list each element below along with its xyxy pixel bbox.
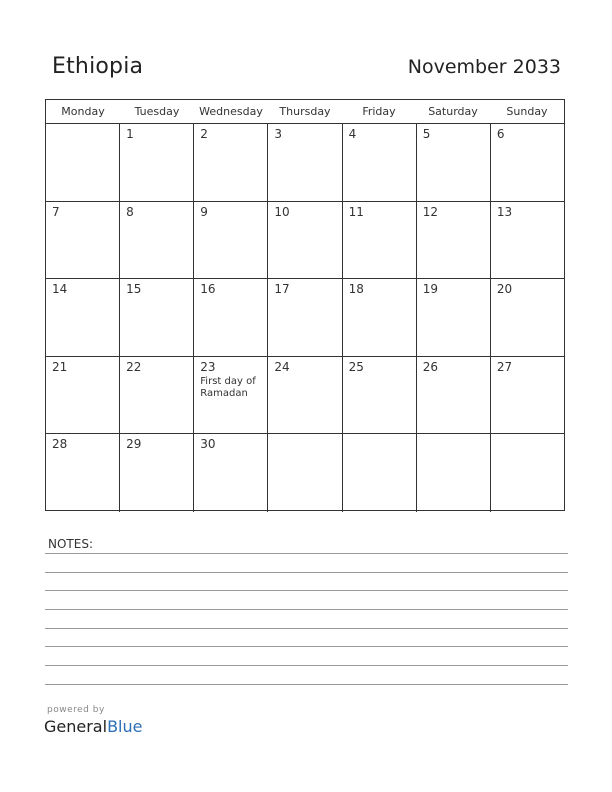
day-number: 6 (496, 127, 505, 141)
powered-by-text: powered by (47, 705, 105, 715)
day-number: 8 (126, 204, 134, 219)
day-cell (194, 357, 268, 434)
day-cell (120, 434, 194, 512)
week-row (46, 124, 564, 202)
day-cell (46, 279, 120, 356)
weekday-header: Friday (362, 105, 396, 118)
day-cell (120, 279, 194, 356)
day-cell (343, 434, 417, 512)
weekday-header: Saturday (428, 105, 478, 118)
day-number: 20 (496, 282, 513, 297)
day-cell (268, 279, 342, 356)
day-cell (268, 202, 342, 279)
day-cell (194, 434, 268, 512)
day-cell (268, 434, 342, 512)
day-cell (417, 279, 491, 356)
day-cell (491, 202, 564, 279)
day-number: 24 (274, 359, 290, 374)
day-number: 28 (52, 437, 68, 452)
week-row (46, 202, 564, 280)
day-cell (417, 124, 491, 201)
day-number: 9 (200, 204, 208, 219)
month-year-title: November 2033 (407, 56, 561, 78)
day-cell (120, 124, 194, 201)
day-number: 23 (200, 359, 216, 374)
day-cell (343, 124, 417, 201)
note-line (45, 590, 568, 591)
day-cell (343, 202, 417, 279)
day-cell (120, 202, 194, 279)
day-number: 15 (126, 282, 142, 297)
notes-label: NOTES: (48, 537, 93, 551)
day-cell (343, 357, 417, 434)
note-line (45, 553, 568, 554)
country-title: Ethiopia (52, 54, 144, 79)
day-cell (46, 434, 120, 512)
week-row (46, 434, 564, 512)
day-cell (417, 434, 491, 512)
day-cell (120, 357, 194, 434)
day-cell (194, 124, 268, 201)
day-number: 11 (348, 204, 364, 219)
day-cell (46, 124, 120, 201)
note-line (45, 684, 568, 685)
weekday-header: Sunday (506, 105, 548, 118)
weekday-header: Monday (61, 105, 105, 118)
day-cell (194, 279, 268, 356)
day-number: 30 (200, 437, 216, 452)
note-line (45, 609, 568, 610)
note-line (45, 646, 568, 647)
note-line (45, 665, 568, 666)
day-number: 19 (422, 282, 438, 297)
day-cell (491, 279, 564, 356)
day-cell (417, 357, 491, 434)
week-row (46, 357, 564, 435)
day-number: 2 (200, 127, 208, 141)
day-cell (491, 124, 564, 201)
weekday-header: Thursday (279, 105, 331, 118)
brand-general-text: General (44, 717, 108, 736)
day-number: 4 (348, 127, 357, 141)
day-number: 13 (496, 204, 513, 219)
day-cell (491, 434, 564, 512)
day-cell (46, 357, 120, 434)
weekday-header-row (46, 100, 564, 124)
weekday-header: Wednesday (199, 105, 263, 118)
day-number: 27 (496, 359, 513, 374)
note-line (45, 628, 568, 629)
day-number: 10 (274, 204, 290, 219)
day-cell (491, 357, 564, 434)
week-row (46, 279, 564, 357)
day-cell (343, 279, 417, 356)
day-number: 14 (52, 282, 68, 297)
day-number: 21 (52, 359, 68, 374)
day-number: 12 (422, 204, 438, 219)
calendar-grid (45, 99, 565, 511)
day-number: 1 (126, 127, 134, 141)
day-cell (46, 202, 120, 279)
day-number: 16 (200, 282, 216, 297)
day-number: 7 (52, 204, 60, 219)
day-number: 25 (348, 359, 364, 374)
day-number: 5 (422, 127, 431, 141)
day-number: 3 (274, 127, 283, 141)
day-number: 17 (274, 282, 290, 297)
weekday-header: Tuesday (134, 105, 180, 118)
day-cell (194, 202, 268, 279)
holiday-label: First day of Ramadan (200, 375, 256, 399)
day-cell (417, 202, 491, 279)
brand-logo[interactable] (44, 717, 142, 736)
day-cell (268, 124, 342, 201)
note-line (45, 572, 568, 573)
day-number: 29 (126, 437, 142, 452)
day-number: 26 (422, 359, 438, 374)
day-number: 18 (348, 282, 364, 297)
day-number: 22 (126, 359, 142, 374)
day-cell (268, 357, 342, 434)
brand-blue-text: Blue (107, 717, 143, 736)
